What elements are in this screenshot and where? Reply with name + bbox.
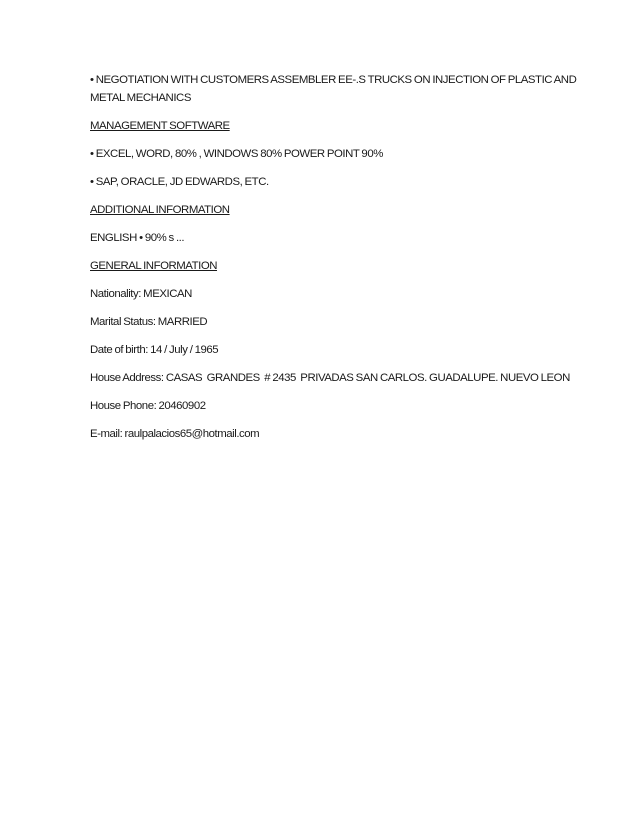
additional-information-section	[90, 201, 550, 219]
date-of-birth-paragraph	[90, 341, 550, 359]
date-of-birth-line: Date of birth: 14 / July / 1965	[90, 344, 219, 356]
email-line: E-mail: raulpalacios65@hotmail.com	[90, 428, 260, 440]
software-item-1	[90, 145, 550, 163]
negotiation-line-2: METAL MECHANICS	[90, 92, 191, 104]
marital-status-paragraph	[90, 313, 550, 331]
english-line: ENGLISH • 90% s ...	[90, 232, 185, 244]
nationality-paragraph	[90, 285, 550, 303]
additional-information-heading: ADDITIONAL INFORMATION	[90, 204, 230, 216]
house-address-line: House Address: CASAS GRANDES # 2435 PRIVADAS SAN CARLOS. GUADALUPE. NUEVO LEON	[90, 372, 570, 384]
management-software-heading: MANAGEMENT SOFTWARE	[90, 120, 230, 132]
english-paragraph	[90, 229, 550, 247]
email-paragraph	[90, 425, 550, 443]
general-information-heading: GENERAL INFORMATION	[90, 260, 218, 272]
general-information-section	[90, 257, 550, 275]
management-software-section	[90, 117, 550, 135]
software-item-2	[90, 173, 550, 191]
house-address-paragraph	[90, 369, 570, 387]
house-phone-paragraph	[90, 397, 550, 415]
software-item-1-text: • EXCEL, WORD, 80% , WINDOWS 80% POWER POINT 90%	[90, 148, 383, 160]
software-item-2-text: • SAP, ORACLE, JD EDWARDS, ETC.	[90, 176, 269, 188]
marital-status-line: Marital Status: MARRIED	[90, 316, 208, 328]
house-phone-line: House Phone: 20460902	[90, 400, 206, 412]
document-body	[90, 71, 577, 453]
negotiation-line-1: • NEGOTIATION WITH CUSTOMERS ASSEMBLER EE-.S TRUCKS ON INJECTION OF PLASTIC AND	[90, 74, 577, 86]
nationality-line: Nationality: MEXICAN	[90, 288, 192, 300]
negotiation-paragraph	[90, 71, 577, 107]
